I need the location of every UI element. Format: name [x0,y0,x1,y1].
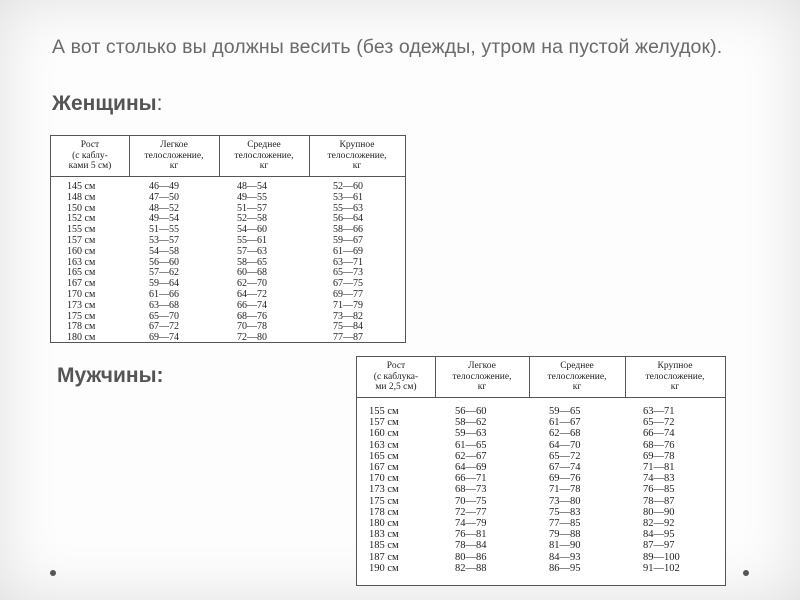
women-height-cell: 155 см [67,224,96,236]
men-medium-cell: 77—85 [549,518,581,530]
men-height-cell: 187 см [369,551,399,563]
men-medium-cell: 81—90 [549,540,581,552]
men-heading: Мужчины: [57,364,164,387]
men-medium-cell: 61—67 [549,417,581,429]
women-height-cell: 167 см [67,278,96,290]
men-large-cell: 82—92 [643,518,675,530]
men-light-cell: 78—84 [455,540,487,552]
women-height-cell: 165 см [67,267,96,279]
women-height-cell: 157 см [67,234,96,246]
men-large-cell: 78—87 [643,495,675,507]
women-medium-cell: 54—60 [237,224,267,236]
men-large-cell: 69—78 [643,450,675,462]
men-light-cell: 61—65 [455,439,487,451]
women-light-cell: 59—64 [149,278,179,290]
men-light-cell: 64—69 [455,462,487,474]
men-height-column [369,406,399,574]
women-height-cell: 152 см [67,213,96,225]
women-divider-1 [129,136,130,176]
men-light-cell: 62—67 [455,450,487,462]
men-large-cell: 89—100 [643,551,680,563]
men-height-cell: 160 см [369,428,399,440]
men-large-cell: 65—72 [643,417,675,429]
women-header-light: Легкое телосложение, кг [144,140,204,172]
women-weight-table [50,135,406,343]
men-medium-cell: 59—65 [549,406,581,417]
women-medium-cell: 60—68 [237,267,267,279]
men-medium-cell: 71—78 [549,484,581,496]
women-large-cell: 58—66 [333,224,363,236]
men-height-cell: 163 см [369,439,399,451]
men-height-cell: 183 см [369,529,399,541]
men-light-cell: 56—60 [455,406,487,417]
men-medium-cell: 69—76 [549,473,581,485]
women-large-cell: 61—69 [333,245,363,257]
women-light-cell: 51—55 [149,224,179,236]
women-heading [52,92,162,116]
women-medium-cell: 66—74 [237,299,267,311]
women-height-cell: 150 см [67,202,96,214]
men-medium-cell: 67—74 [549,462,581,474]
men-light-cell: 80—86 [455,551,487,563]
prev-slide-dot[interactable] [50,570,56,576]
men-large-cell: 63—71 [643,406,675,417]
men-height-cell: 155 см [369,406,399,417]
men-large-cell: 76—85 [643,484,675,496]
women-heading-colon: : [156,92,163,115]
women-heading-label: Женщины [52,92,157,115]
women-light-cell: 54—58 [149,245,179,257]
men-divider-2 [529,357,530,397]
men-medium-cell: 62—68 [549,428,581,440]
men-header-large: Крупное телосложение, кг [645,361,705,393]
men-divider-3 [625,357,626,397]
women-large-cell: 69—77 [333,288,363,300]
men-medium-cell: 86—95 [549,562,581,574]
next-slide-dot[interactable] [743,570,749,576]
women-medium-cell: 70—78 [237,321,267,333]
women-header-medium: Среднее телосложение, кг [234,140,294,172]
men-light-cell: 66—71 [455,473,487,485]
men-weight-table [356,356,726,586]
women-height-cell: 180 см [67,332,96,344]
women-large-column [333,182,363,344]
men-height-cell: 180 см [369,518,399,530]
men-large-cell: 84—95 [643,529,675,541]
women-height-cell: 163 см [67,256,96,268]
women-divider-3 [309,136,310,176]
men-header-light: Легкое телосложение, кг [452,361,512,393]
women-medium-cell: 52—58 [237,213,267,225]
women-medium-cell: 58—65 [237,256,267,268]
men-header-medium: Среднее телосложение, кг [547,361,607,393]
men-height-cell: 165 см [369,450,399,462]
men-large-cell: 68—76 [643,439,675,451]
women-medium-cell: 51—57 [237,202,267,214]
women-light-cell: 67—72 [149,321,179,333]
men-height-cell: 167 см [369,462,399,474]
women-large-cell: 75—84 [333,321,363,333]
men-large-cell: 66—74 [643,428,675,440]
men-medium-cell: 65—72 [549,450,581,462]
men-large-cell: 74—83 [643,473,675,485]
women-large-cell: 71—79 [333,299,363,311]
men-large-cell: 87—97 [643,540,675,552]
women-medium-cell: 55—61 [237,234,267,246]
women-height-cell: 170 см [67,288,96,300]
women-divider-2 [219,136,220,176]
women-height-cell: 175 см [67,310,96,322]
men-height-cell: 170 см [369,473,399,485]
women-large-cell: 56—64 [333,213,363,225]
women-height-column [67,182,95,344]
men-large-column [643,406,680,574]
women-large-cell: 63—71 [333,256,363,268]
women-medium-cell: 48—54 [237,181,267,192]
men-large-cell: 80—90 [643,506,675,518]
men-height-cell: 178 см [369,506,399,518]
women-light-cell: 46—49 [149,181,179,192]
men-medium-cell: 84—93 [549,551,581,563]
men-light-cell: 76—81 [455,529,487,541]
women-large-cell: 77—87 [333,332,363,344]
intro-text: А вот столько вы должны весить (без одежды, утром на пустой желудок). [52,36,723,58]
women-medium-cell: 49—55 [237,191,267,203]
women-light-cell: 63—68 [149,299,179,311]
men-table-header [357,357,725,398]
women-medium-cell: 62—70 [237,278,267,290]
women-light-cell: 49—54 [149,213,179,225]
women-header-large: Крупное телосложение, кг [327,140,387,172]
men-medium-cell: 75—83 [549,506,581,518]
women-height-cell: 145 см [67,181,96,192]
men-light-cell: 59—63 [455,428,487,440]
women-height-cell: 173 см [67,299,96,311]
women-large-cell: 53—61 [333,191,363,203]
women-light-column [149,182,179,344]
women-light-cell: 65—70 [149,310,179,322]
women-medium-cell: 57—63 [237,245,267,257]
men-divider-1 [435,357,436,397]
women-header-height: Рост (с каблу- ками 5 см) [68,140,112,172]
women-large-cell: 65—73 [333,267,363,279]
women-large-cell: 73—82 [333,310,363,322]
women-light-cell: 47—50 [149,191,179,203]
women-light-cell: 56—60 [149,256,179,268]
men-large-cell: 71—81 [643,462,675,474]
men-light-cell: 82—88 [455,562,487,574]
women-medium-cell: 72—80 [237,332,267,344]
men-medium-column [549,406,581,574]
women-large-cell: 67—75 [333,278,363,290]
women-height-cell: 160 см [67,245,96,257]
men-height-cell: 173 см [369,484,399,496]
men-height-cell: 190 см [369,562,399,574]
men-light-cell: 58—62 [455,417,487,429]
women-large-cell: 52—60 [333,181,363,192]
men-medium-cell: 64—70 [549,439,581,451]
women-large-cell: 55—63 [333,202,363,214]
men-header-height: Рост (с каблука- ми 2,5 см) [373,361,419,393]
women-light-cell: 53—57 [149,234,179,246]
women-medium-cell: 68—76 [237,310,267,322]
men-large-cell: 91—102 [643,562,680,574]
men-light-cell: 74—79 [455,518,487,530]
women-light-cell: 69—74 [149,332,179,344]
men-medium-cell: 73—80 [549,495,581,507]
men-medium-cell: 79—88 [549,529,581,541]
women-light-cell: 61—66 [149,288,179,300]
men-light-column [455,406,487,574]
women-height-cell: 178 см [67,321,96,333]
men-light-cell: 72—77 [455,506,487,518]
women-height-cell: 148 см [67,191,96,203]
men-height-cell: 185 см [369,540,399,552]
women-table-header [51,136,405,177]
women-medium-column [237,182,267,344]
women-light-cell: 48—52 [149,202,179,214]
men-height-cell: 157 см [369,417,399,429]
men-height-cell: 175 см [369,495,399,507]
women-light-cell: 57—62 [149,267,179,279]
women-medium-cell: 64—72 [237,288,267,300]
women-large-cell: 59—67 [333,234,363,246]
men-light-cell: 70—75 [455,495,487,507]
men-light-cell: 68—73 [455,484,487,496]
